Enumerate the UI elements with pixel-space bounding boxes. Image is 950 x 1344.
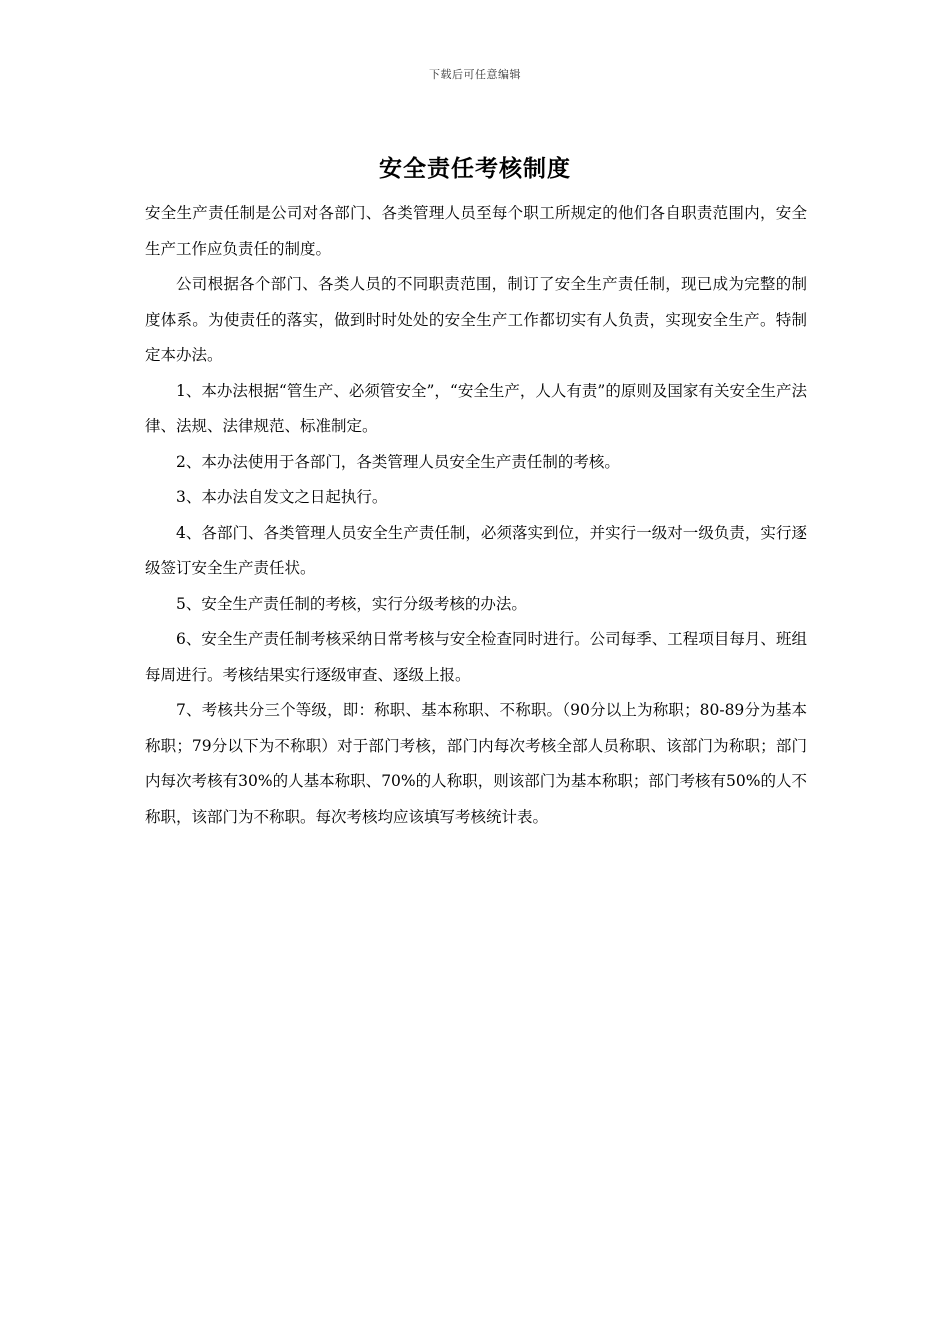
paragraph-item-4: 4、各部门、各类管理人员安全生产责任制，必须落实到位，并实行一级对一级负责，实行逐级签订安全生产责任状。 xyxy=(145,523,807,577)
paragraph-intro: 安全生产责任制是公司对各部门、各类管理人员至每个职工所规定的他们各自职责范围内，安全生产工作应负责任的制度。 xyxy=(145,204,807,258)
document-title: 安全责任考核制度 xyxy=(379,155,571,182)
paragraph-item-2: 2、本办法使用于各部门，各类管理人员安全生产责任制的考核。 xyxy=(176,452,620,471)
paragraph-purpose: 公司根据各个部门、各类人员的不同职责范围，制订了安全生产责任制，现已成为完整的制度体系。为使责任的落实，做到时时处处的安全生产工作都切实有人负责，实现安全生产。特制定本办法。 xyxy=(145,275,807,364)
document-body xyxy=(145,196,807,835)
paragraph-item-7: 7、考核共分三个等级，即：称职、基本称职、不称职。（90分以上为称职；80-89分为基本称职；79分以下为不称职）对于部门考核，部门内每次考核全部人员称职、该部门为称职；部门内每次考核有30%的人基本称职、70%的人称职，则该部门为基本称职；部门考核有50%的人不称职，该部门为不称职。每次考核均应该填写考核统计表。 xyxy=(145,701,807,826)
paragraph-item-1: 1、本办法根据“管生产、必须管安全”，“安全生产，人人有责”的原则及国家有关安全生产法律、法规、法律规范、标准制定。 xyxy=(145,381,807,435)
paragraph-item-5: 5、安全生产责任制的考核，实行分级考核的办法。 xyxy=(176,594,527,613)
paragraph-item-6: 6、安全生产责任制考核采纳日常考核与安全检查同时进行。公司每季、工程项目每月、班组每周进行。考核结果实行逐级审查、逐级上报。 xyxy=(145,630,807,684)
header-note: 下载后可任意编辑 xyxy=(429,68,521,81)
paragraph-item-3: 3、本办法自发文之日起执行。 xyxy=(176,488,388,506)
